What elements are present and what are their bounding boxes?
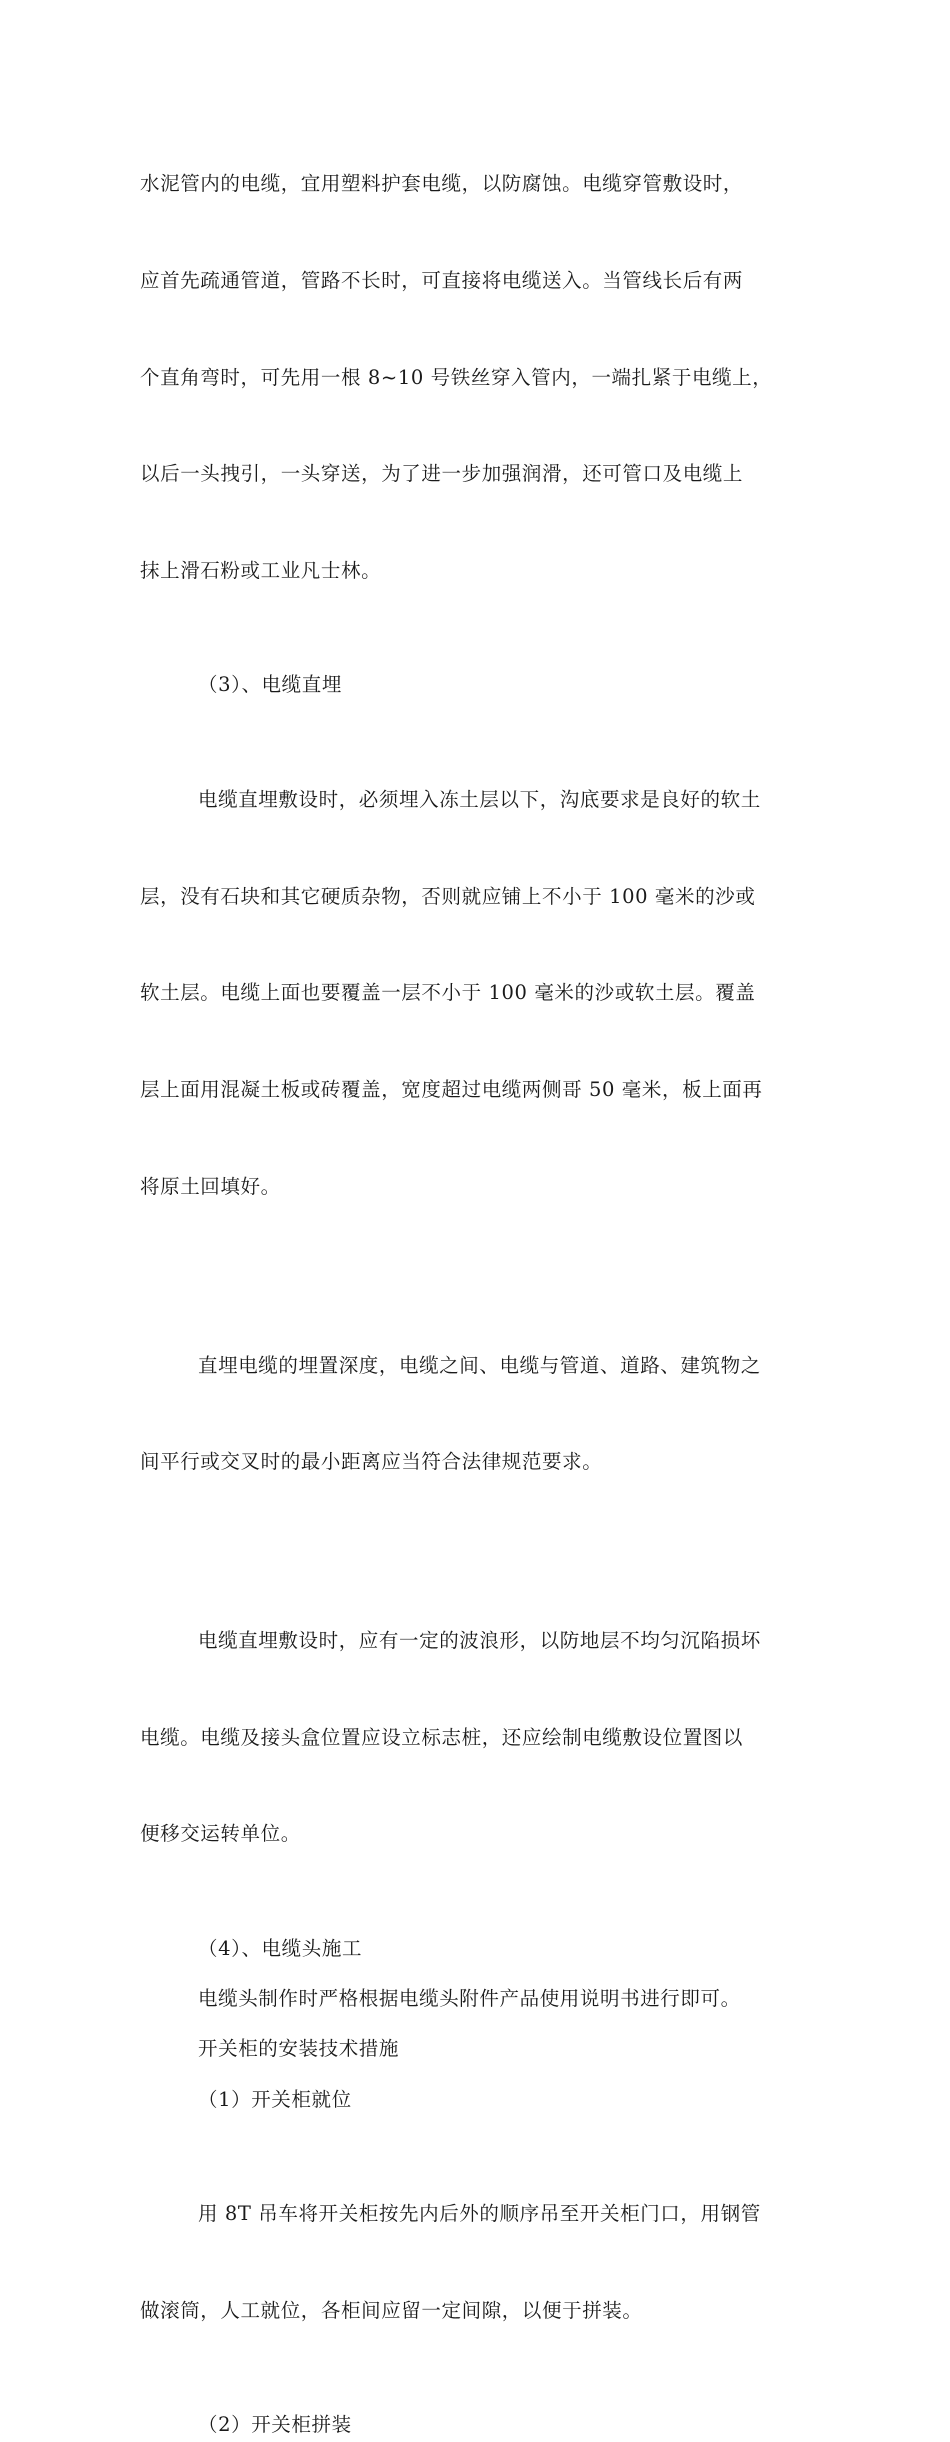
- paragraph-burial-distance: [140, 1285, 820, 1543]
- text-line: 抹上滑石粉或工业凡士林。: [140, 558, 382, 582]
- text-line: 便移交运转单位。: [140, 1822, 301, 1846]
- paragraph-switchgear-placement: [140, 2134, 820, 2392]
- text-line: 水泥管内的电缆，宜用塑料护套电缆，以防腐蚀。电缆穿管敷设时，: [140, 172, 744, 196]
- text-line: 间平行或交叉时的最小距离应当符合法律规范要求。: [140, 1450, 603, 1474]
- text-line: 用 8T 吊车将开关柜按先内后外的顺序吊至开关柜门口，用钢管: [198, 2202, 761, 2226]
- text-line: 电缆直埋敷设时，必须埋入冻土层以下，沟底要求是良好的软土: [198, 788, 761, 812]
- paragraph-cable-head: 电缆头制作时严格根据电缆头附件产品使用说明书进行即可。: [198, 1987, 741, 2011]
- paragraph-cable-conduit: [140, 104, 820, 651]
- section-heading-direct-burial: （3）、电缆直埋: [198, 673, 342, 697]
- section-heading-switchgear-assembly: （2）开关柜拼装: [198, 2413, 352, 2437]
- section-heading-switchgear: 开关柜的安装技术措施: [198, 2037, 400, 2061]
- document-page: [140, 104, 820, 2442]
- text-line: 将原土回填好。: [140, 1174, 281, 1198]
- text-line: 直埋电缆的埋置深度，电缆之间、电缆与管道、道路、建筑物之: [198, 1353, 761, 1377]
- text-line: 应首先疏通管道，管路不长时，可直接将电缆送入。当管线长后有两: [140, 269, 744, 293]
- text-line: 软土层。电缆上面也要覆盖一层不小于 100 毫米的沙或软土层。覆盖: [140, 981, 756, 1005]
- text-line: 个直角弯时，可先用一根 8~10 号铁丝穿入管内，一端扎紧于电缆上，: [140, 365, 773, 389]
- paragraph-wave-shape: [140, 1561, 820, 1915]
- paragraph-direct-burial-depth: [140, 720, 820, 1267]
- section-heading-switchgear-placement: （1）开关柜就位: [198, 2087, 352, 2111]
- text-line: 层，没有石块和其它硬质杂物，否则就应铺上不小于 100 毫米的沙或: [140, 884, 756, 908]
- section-heading-cable-head: （4）、电缆头施工: [198, 1936, 363, 1960]
- text-line: 层上面用混凝土板或砖覆盖，宽度超过电缆两侧哥 50 毫米，板上面再: [140, 1077, 763, 1101]
- text-line: 电缆。电缆及接头盒位置应设立标志桩，还应绘制电缆敷设位置图以: [140, 1725, 744, 1749]
- text-line: 电缆直埋敷设时，应有一定的波浪形，以防地层不均匀沉陷损坏: [198, 1629, 761, 1653]
- text-line: 做滚筒，人工就位，各柜间应留一定间隙，以便于拼装。: [140, 2298, 643, 2322]
- text-line: 以后一头拽引，一头穿送，为了进一步加强润滑，还可管口及电缆上: [140, 462, 744, 486]
